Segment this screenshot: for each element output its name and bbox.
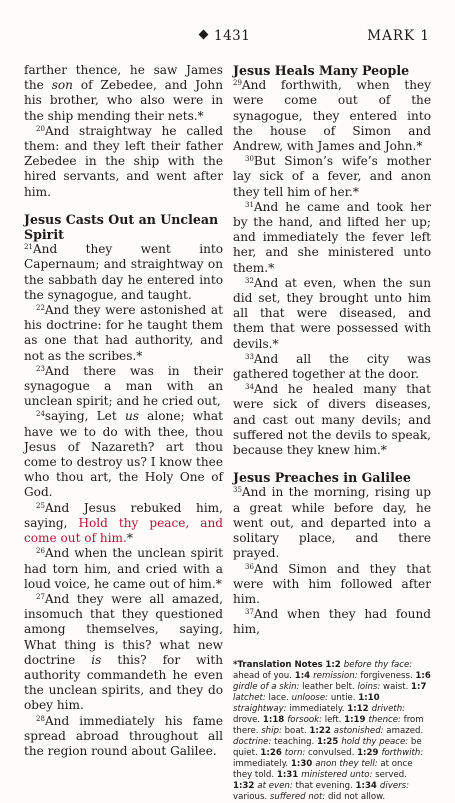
verse-number: 20: [36, 124, 45, 133]
verse-22: $^{22}$And they were astonished at his doctrine: for he taught them as one that had authority, and not as the scribes.*: [24, 303, 223, 363]
right-column: [233, 63, 431, 803]
verse-number: 28: [36, 714, 45, 723]
translation-notes-label: *Translation Notes: [233, 659, 323, 670]
verse-number: 31: [245, 200, 254, 209]
translation-note-entry: 1:19 thence: from there.: [233, 714, 424, 736]
verse-34: $^{34}$And he healed many that were sick of divers diseases, and cast out many devils; and suffered not the devils to speak, because they knew him.*: [233, 382, 431, 458]
note-reference: 1:30: [290, 758, 316, 769]
note-term: at even:: [257, 780, 293, 791]
translation-note-entry: 1:4 remission: forgiveness.: [294, 670, 416, 681]
note-term: ministered unto:: [301, 769, 373, 780]
verse-number: 27: [36, 592, 45, 601]
verse-32: $^{32}$And at even, when the sun did set, they brought unto him all that were diseased, and them that were possessed with devils.*: [233, 275, 431, 351]
translation-note-entry: 1:26 torn: convulsed.: [260, 747, 358, 758]
note-term: hold thy peace:: [341, 736, 409, 747]
verse-21: $^{21}$And they went into Capernaum; and straightway on the sabbath day he entered into the synagogue, and taught.: [24, 242, 223, 302]
translation-notes: [233, 660, 431, 803]
verse-number: 37: [245, 608, 254, 617]
verse-28: $^{28}$And immediately his fame spread abroad throughout all the region round about Galilee.: [24, 713, 223, 758]
verse-number: 22: [36, 304, 45, 313]
section-heading: Jesus Casts Out an Unclean Spirit: [24, 211, 219, 243]
note-term: forthwith:: [381, 747, 424, 758]
verse-number: 23: [36, 364, 45, 373]
verse-number: 26: [36, 547, 45, 556]
note-term: driveth:: [371, 703, 406, 714]
verse-35: $^{35}$And in the morning, rising up a great while before day, he went out, and departed into a solitary place, and there prayed.: [233, 485, 431, 561]
verse-number: 32: [245, 276, 254, 285]
translation-note-entry: 1:34 divers: various.: [233, 780, 410, 802]
note-reference: 1:26: [260, 747, 285, 758]
note-term: latchet:: [233, 692, 266, 703]
translation-note-entry: 1:22 astonished: amazed.: [309, 725, 424, 736]
verse-24: $^{24}$saying, Let us alone; what have we to do with thee, thou Jesus of Nazareth? art thou come to destroy us? I know thee who thou art, the Holy One of God.: [24, 409, 223, 500]
note-term: forsook:: [287, 714, 322, 725]
note-reference: 1:29: [357, 747, 382, 758]
note-term: before thy face:: [343, 659, 413, 670]
note-reference: 1:6: [415, 670, 431, 681]
note-term: ship:: [261, 725, 282, 736]
verse-number: 33: [245, 352, 254, 361]
translation-note-entry: 1:6 girdle of a skin: leather belt.: [233, 670, 431, 692]
section-heading: Jesus Preaches in Galilee: [233, 470, 411, 486]
note-term: remission:: [313, 670, 358, 681]
translation-note-entry: 1:18 forsook: left.: [262, 714, 345, 725]
note-reference: 1:10: [358, 692, 380, 703]
note-reference: 1:12: [347, 703, 372, 714]
note-term: unloose:: [291, 692, 329, 703]
verse-20: $^{20}$And straightway he called them: and they left their father Zebedee in the ship with the hired servants, and went after him.: [24, 123, 223, 199]
translation-note-entry: 1:12 driveth: drove.: [233, 703, 406, 725]
note-term: suffered not:: [269, 791, 326, 802]
translation-note-entry: 1:31 ministered unto: served.: [276, 769, 407, 780]
note-reference: 1:34: [355, 780, 380, 791]
verse-31: $^{31}$And he came and took her by the hand, and lifted her up; and immediately the fever left her, and she ministered unto them.*: [233, 199, 431, 275]
translation-note-entry: 1:29 forthwith: immediately.: [233, 747, 424, 769]
verse-number: 25: [36, 501, 45, 510]
page-header: [0, 28, 455, 50]
verse-19-continuation: farther thence, he saw James the son of Zebedee, and John his brother, who also were in the ship mending their nets.*: [24, 63, 223, 123]
note-reference: 1:19: [344, 714, 369, 725]
note-term: doctrine:: [233, 736, 272, 747]
verse-29: $^{29}$And forthwith, when they were come out of the synagogue, they entered into the house of Simon and Andrew, with James and John.*: [233, 78, 431, 154]
verse-number: 35: [233, 486, 242, 495]
note-term: divers:: [379, 780, 410, 791]
page-number: 1431: [200, 28, 250, 44]
verse-number: 29: [233, 79, 242, 88]
note-reference: 1:31: [276, 769, 302, 780]
note-reference: 1:32: [233, 780, 258, 791]
note-term: astonished:: [333, 725, 384, 736]
translation-note-entry: unloose: untie.: [291, 692, 359, 703]
translation-note-entry: doctrine: teaching.: [233, 736, 317, 747]
verse-36: $^{36}$And Simon and they that were with him followed after him.: [233, 561, 431, 606]
translation-note-entry: 1:25 hold thy peace: be quiet.: [233, 736, 422, 758]
verse-number: 21: [24, 243, 33, 252]
note-reference: 1:22: [309, 725, 334, 736]
verse-25: $^{25}$And Jesus rebuked him, saying, Hold thy peace, and come out of him.*: [24, 500, 223, 546]
verse-number: 24: [36, 410, 45, 419]
translation-note-entry: 1:10 straightway: immediately.: [233, 692, 380, 714]
translation-note-entry: 1:2 before thy face: ahead of you.: [233, 659, 413, 681]
words-of-jesus: Hold thy peace, and come out of him.: [24, 515, 223, 546]
translation-note-entry: 1:30 anon they tell: at once they told.: [233, 758, 413, 780]
translation-note-entry: 1:32 at even: that evening.: [233, 780, 356, 791]
verse-30: $^{30}$But Simon’s wife’s mother lay sick of a fever, and anon they tell him of her.*: [233, 154, 431, 199]
note-reference: 1:7: [411, 681, 427, 692]
verse-number: 30: [245, 155, 254, 164]
section-heading: Jesus Heals Many People: [233, 63, 410, 78]
verse-number: 36: [245, 562, 254, 571]
note-term: girdle of a skin:: [233, 681, 300, 692]
left-column: [24, 63, 223, 759]
note-term: loins:: [357, 681, 381, 692]
note-reference: 1:4: [294, 670, 314, 681]
verse-26: $^{26}$And when the unclean spirit had torn him, and cried with a loud voice, he came out of him.*: [24, 546, 223, 591]
translation-note-entry: suffered not: did not allow.: [269, 791, 386, 802]
note-term: torn:: [284, 747, 306, 758]
verse-27: $^{27}$And they were all amazed, insomuch that they questioned among themselves, saying, What thing is this? what new doctrine is this? for with authority commandeth he even the unclean spirits, and they do obey him.: [24, 591, 223, 713]
verse-37: $^{37}$And when they had found him,: [233, 607, 431, 637]
running-head: MARK 1: [367, 28, 430, 44]
note-term: anon they tell:: [315, 758, 378, 769]
note-term: thence:: [368, 714, 401, 725]
translation-note-entry: ship: boat.: [261, 725, 310, 736]
verse-33: $^{33}$And all the city was gathered together at the door.: [233, 351, 431, 382]
note-reference: 1:25: [316, 736, 342, 747]
note-term: straightway:: [233, 703, 287, 714]
translation-note-entry: loins: waist.: [357, 681, 412, 692]
verse-23: $^{23}$And there was in their synagogue a man with an unclean spirit; and he cried out,: [24, 363, 223, 409]
note-reference: 1:18: [262, 714, 288, 725]
note-reference: 1:2: [325, 659, 344, 670]
verse-number: 34: [245, 383, 254, 392]
diamond-ornament-icon: [199, 30, 209, 40]
translation-note-entry: 1:7 latchet: lace.: [233, 681, 427, 703]
